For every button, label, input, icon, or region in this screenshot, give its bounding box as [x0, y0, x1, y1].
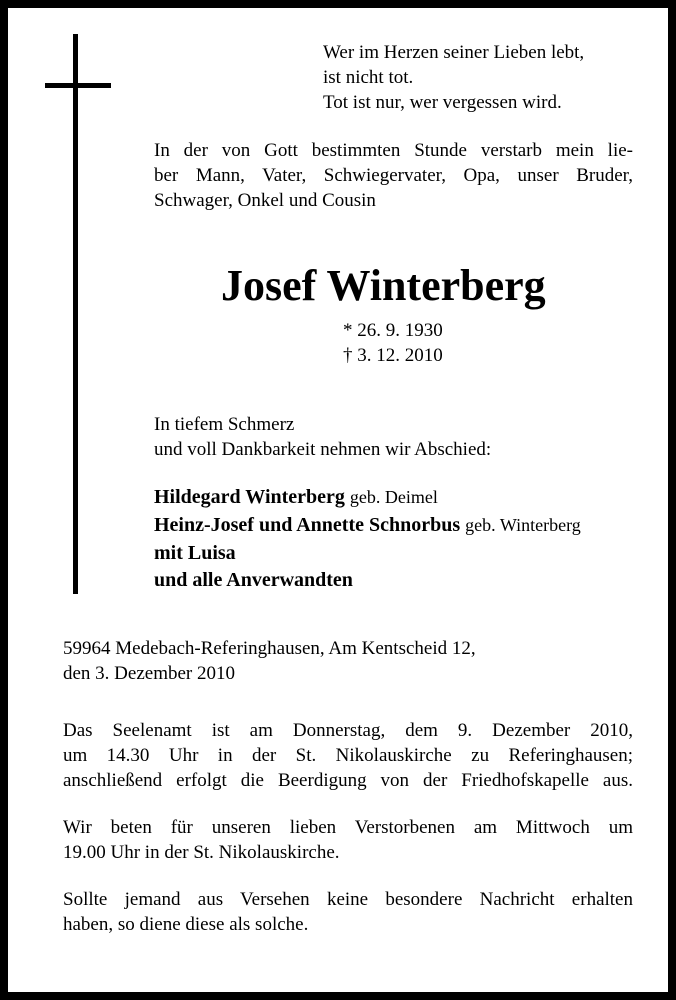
relative-1	[154, 483, 438, 511]
relative-2	[154, 511, 581, 539]
quote	[323, 40, 584, 115]
relative-3	[154, 539, 236, 567]
birth-date: * 26. 9. 1930	[343, 320, 443, 341]
relative-4-name: und alle Anverwandten	[154, 569, 353, 591]
prayer-line-1: Wir beten für unseren lieben Verstorbenen am Mittwoch um	[63, 817, 633, 838]
cross-icon-bar	[45, 83, 111, 88]
funeral-line-3: anschließend erfolgt die Beerdigung von der Friedhofskapelle aus.	[63, 770, 633, 791]
intro-line-2: ber Mann, Vater, Schwiegervater, Opa, unser Bruder,	[154, 165, 633, 186]
dates	[343, 318, 443, 368]
address-line-1: 59964 Medebach-Referinghausen, Am Kentscheid 12,	[63, 638, 476, 659]
cross-icon	[73, 34, 78, 594]
prayer-line-2: 19.00 Uhr in der St. Nikolauskirche.	[63, 842, 340, 863]
farewell-line-2: und voll Dankbarkeit nehmen wir Abschied:	[154, 439, 492, 460]
intro-line-1: In der von Gott bestimmten Stunde verstarb mein lie-	[154, 140, 633, 161]
farewell-text	[154, 412, 491, 462]
funeral-text	[63, 718, 633, 793]
relative-1-name: Hildegard Winterberg	[154, 486, 345, 508]
notice-line-2: haben, so diene diese als solche.	[63, 914, 309, 935]
deceased-name: Josef Winterberg	[221, 261, 546, 310]
prayer-text	[63, 815, 633, 865]
intro-line-3: Schwager, Onkel und Cousin	[154, 190, 376, 211]
address-line-2: den 3. Dezember 2010	[63, 663, 235, 684]
death-date: † 3. 12. 2010	[343, 345, 443, 366]
address	[63, 636, 476, 686]
funeral-line-2: um 14.30 Uhr in der St. Nikolauskirche zu Referinghausen;	[63, 745, 633, 766]
notice-text	[63, 887, 633, 937]
relative-2-birthname: geb. Winterberg	[465, 515, 581, 535]
notice-line-1: Sollte jemand aus Versehen keine besondere Nachricht erhalten	[63, 889, 633, 910]
quote-line-2: ist nicht tot.	[323, 67, 414, 88]
farewell-line-1: In tiefem Schmerz	[154, 414, 295, 435]
relative-2-name: Heinz-Josef und Annette Schnorbus	[154, 514, 461, 536]
quote-line-3: Tot ist nur, wer vergessen wird.	[323, 92, 562, 113]
quote-line-1: Wer im Herzen seiner Lieben lebt,	[323, 42, 585, 63]
intro-text	[154, 138, 633, 213]
relative-4	[154, 566, 353, 594]
relative-3-name: mit Luisa	[154, 542, 236, 564]
relative-1-birthname: geb. Deimel	[349, 487, 438, 507]
funeral-line-1: Das Seelenamt ist am Donnerstag, dem 9. Dezember 2010,	[63, 720, 633, 741]
